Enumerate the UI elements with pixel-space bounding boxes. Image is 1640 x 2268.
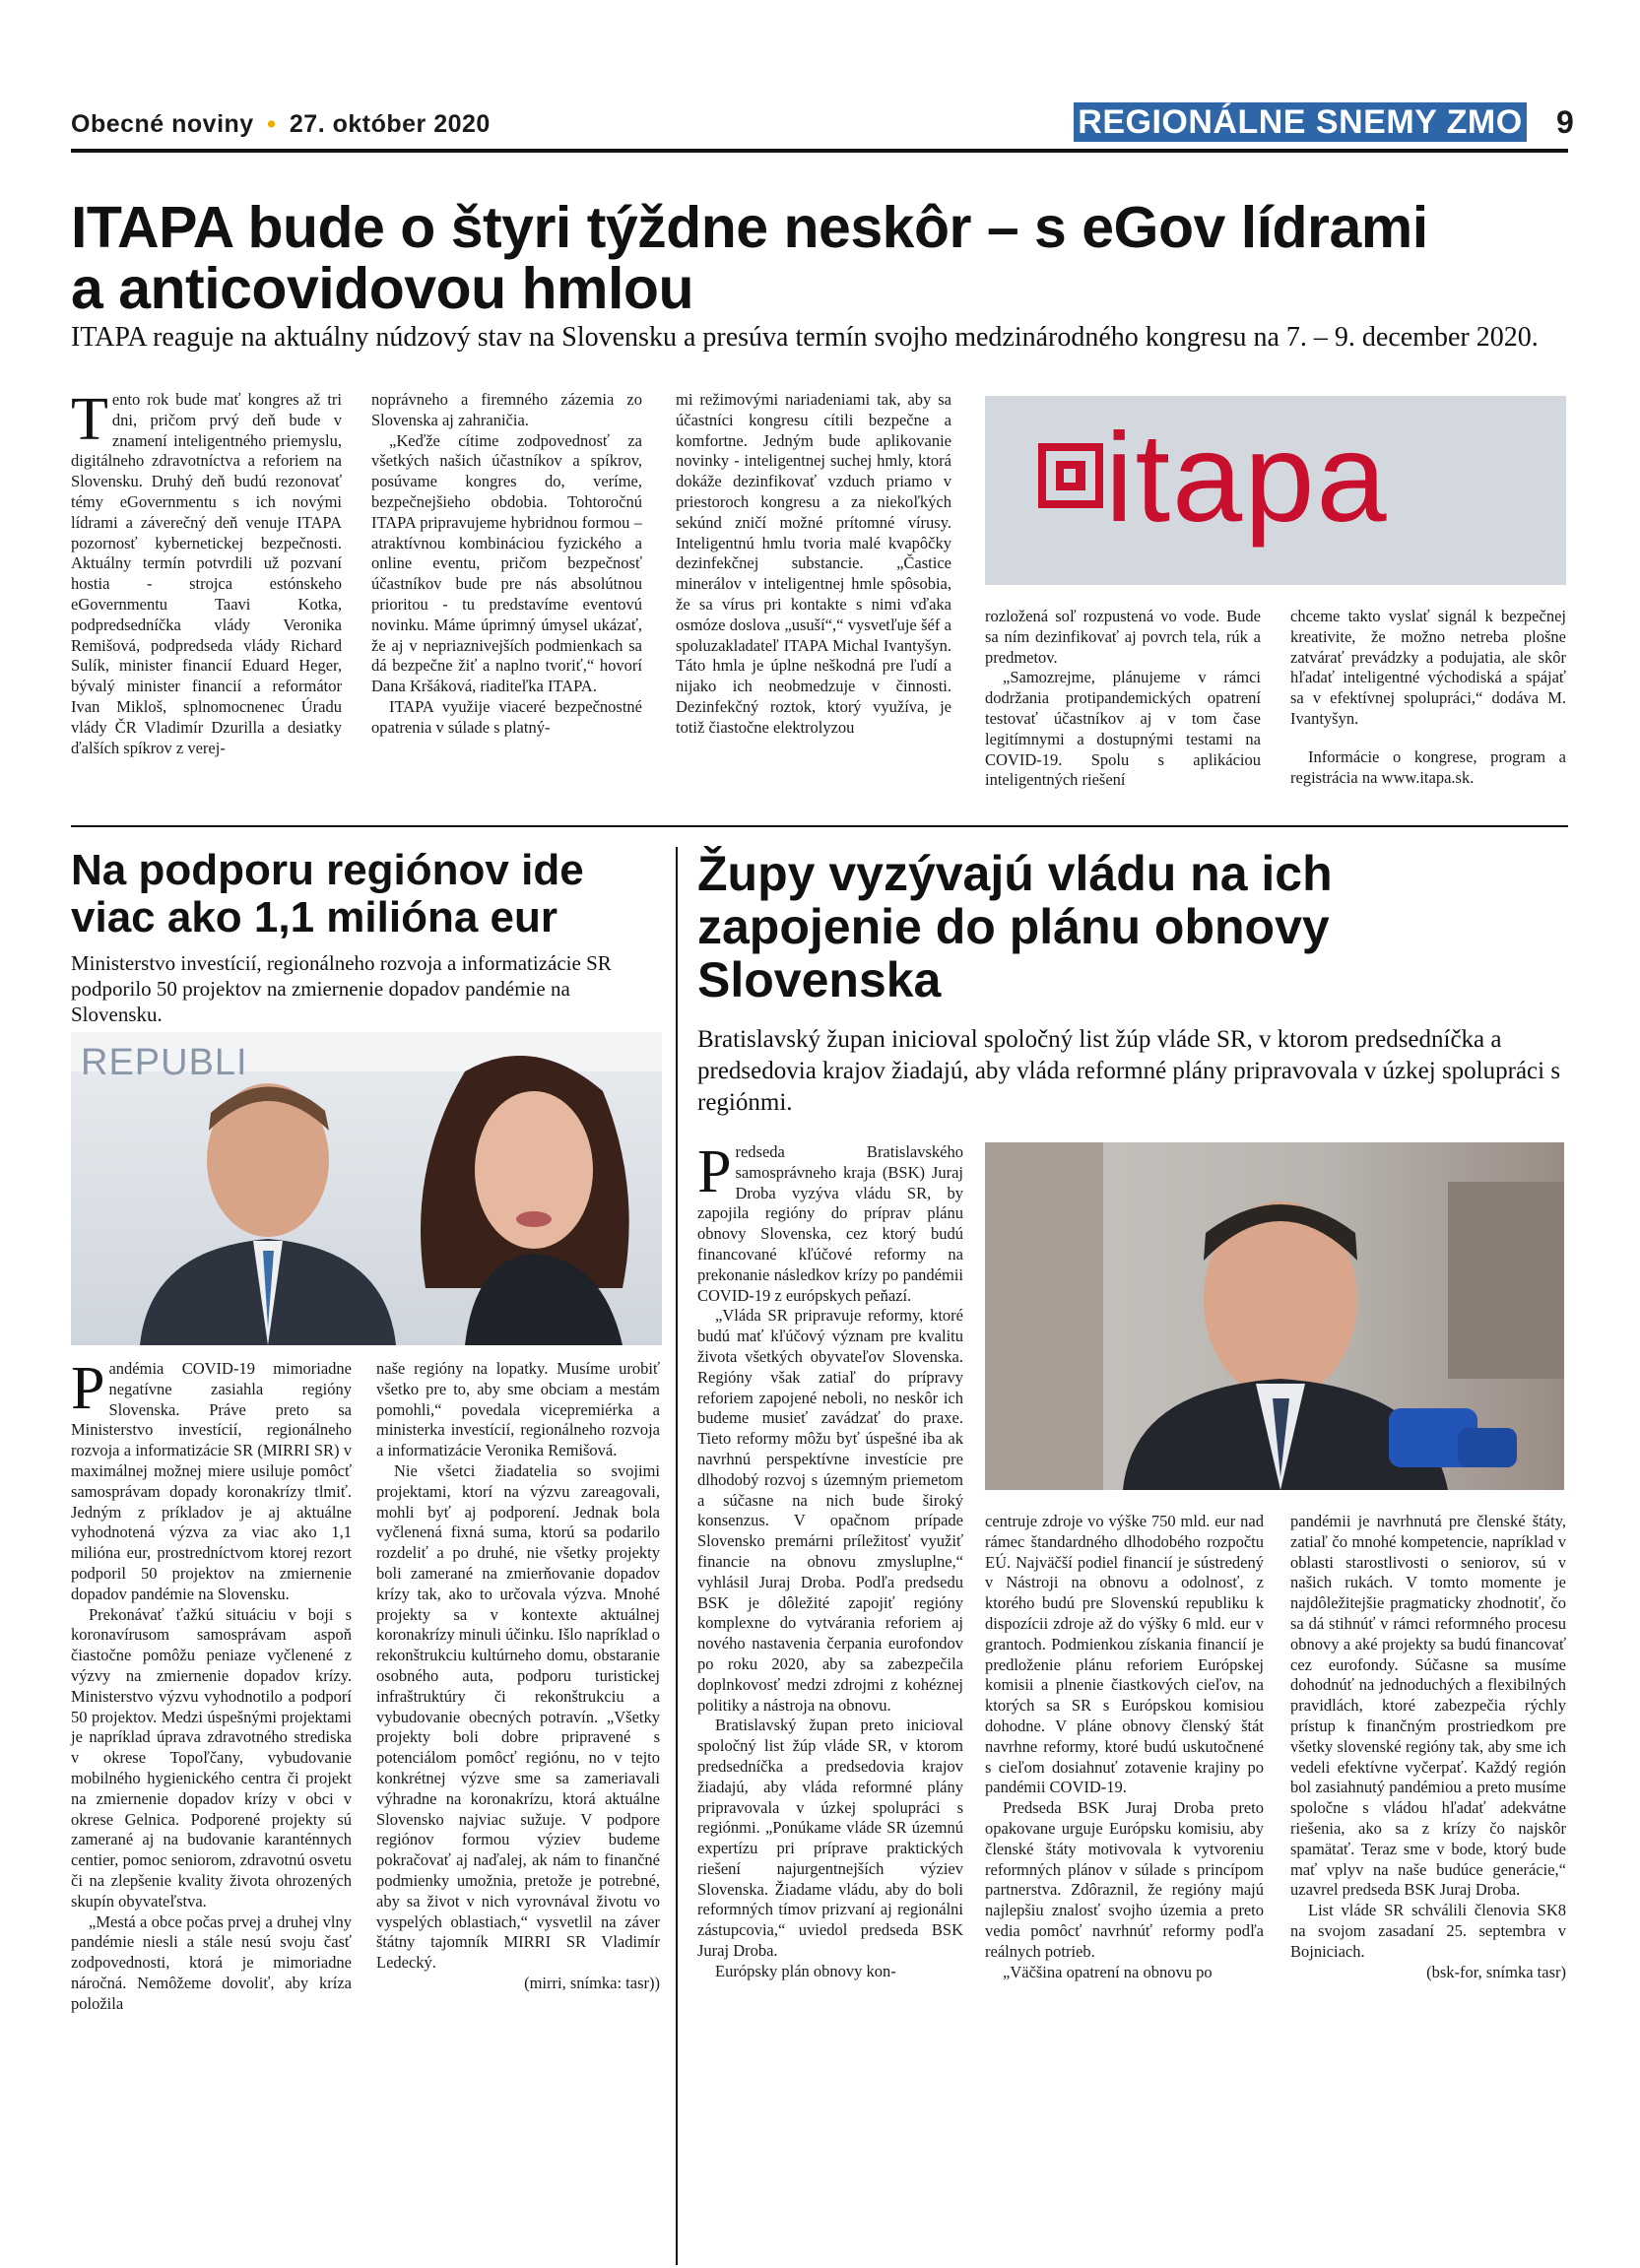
- article1-column-1: Tento rok bude mať kongres až tri dni, pričom prvý deň bude v znamení inteligentného priemyslu, digitálneho zdravotníctva a reforiem na Slovensku. Druhý deň budú rezonovať témy eGovernmentu s ich novými lídrami a záverečný deň venuje ITAPA pozornosť kybernetickej bezpečnosti. Aktuálny termín potvrdili už pozvaní hostia - strojca estónskeho eGovernmentu Taavi Kotka, podpredsedníčka vlády Veronika Remišová, podpredseda vlády Richard Sulík, minister financií Eduard Heger, bývalý minister financií a reformátor Ivan Mikloš, splnomocnenec Úradu vlády ČR Vladimír Dzurilla a desiatky ďalších spíkrov z verej-: [71, 386, 342, 757]
- article1-column-4: rozložená soľ rozpustená vo vode. Bude sa ním dezinfikovať aj povrch tela, rúk a predmetov. „Samozrejme, plánujeme v rámci dodržania protipandemických opatrení testovať účastníkov aj v tom čase legitímnymi a dostupnými testami na COVID-19. Spolu s aplikáciou inteligentných riešení: [985, 607, 1261, 790]
- ministers-photo: [71, 1032, 662, 1345]
- page-number: 9: [1556, 104, 1574, 140]
- article1-column-5: chceme takto vyslať signál k bezpečnej kreativite, že možno netreba plošne zatvárať prevádzky a podujatia, ale skôr hľadať inteligentné východiská a spájať sa v efektívnej spolupráci,“ dodáva M. Ivantyšyn. Informácie o kongrese, program a registrácia na www.itapa.sk.: [1290, 607, 1566, 787]
- article3-lead: Bratislavský župan inicioval spoločný list žúp vláde SR, v ktorom predsedníčka a predsedovia krajov žiadajú, aby vláda reformné plány pripravovala v úzkej spolupráci s regiónmi.: [697, 1026, 1561, 1116]
- dropcap: T: [71, 386, 108, 453]
- photo-credit: (bsk-for, snímka tasr): [1426, 1962, 1566, 1981]
- itapa-logo-photo: [985, 396, 1566, 585]
- article1-column-3: mi režimovými nariadeniami tak, aby sa účastníci kongresu cítili bezpečne a komfortne. Jedným bude aplikovanie novinky - inteligentnej suchej hmly, ktorá dokáže dezinfikovať vzduch priamo v priestoroch kongresu a za niekoľkých sekúnd zničí možné prítomné vírusy. Inteligentnú hmlu tvoria malé kvapôčky dezinfekčnej substancie. „Častice minerálov v inteligentnej hmle spôsobia, že sa vírus pri kontakte s nimi vďaka osmóze doslova „usuší“,“ vysvetľuje šéf a spoluzakladateľ ITAPA Michal Ivantyšyn. Táto hmla je úplne neškodná pre ľudí a nijako ich neobmedzuje v činnosti. Dezinfekčný roztok, ktorý využíva, je totiž čiastočne elektrolyzou: [676, 390, 951, 737]
- logo-wordmark: itapa: [1105, 408, 1389, 549]
- column-divider: [676, 847, 678, 2265]
- photo-credit: (mirri, snímka: tasr)): [524, 1973, 660, 1992]
- governor-photo: [985, 1142, 1564, 1490]
- photo-backdrop-text: REPUBLI: [81, 1042, 248, 1083]
- separator-dot: •: [267, 110, 277, 138]
- article2-column-2: naše regióny na lopatky. Musíme urobiť všetko pre to, aby sme obciam a mestám pomohli,“ povedala vicepremiérka a ministerka investícií, regionálneho rozvoja a informatizácie Veronika Remišová. Nie všetci žiadatelia so svojimi projektami, ktorí na výzvu zareagovali, mohli byť aj podporení. Jednak bola vyčlenená fixná suma, ktorú sa podarilo rozdeliť a po druhé, nie všetky projekty boli zamerané na zmierňovanie dopadov krízy tak, ako to určovala výzva. Mnohé projekty sa v kontexte aktuálnej koronakrízy minuli účinku. Išlo napríklad o rekonštrukciu kultúrneho domu, obstaranie osobného auta, podporu turistickej infraštruktúry či rekonštrukciu a vybudovanie obecných potravín. „Všetky projekty boli dobre pripravené s potenciálom pomôcť regiónu, no v tejto konkrétnej výzve sme sa zameriavali výhradne na koronakrízu, ktorá aktuálne Slovensko najviac sužuje. V podpore regiónov formou výziev budeme pokračovať aj naďalej, ak nám to finančné podmienky umožnia, pretože je potrebné, aby sa život v nich vyrovnával životu vo vyspelých oblastiach,“ vysvetlil na záver štátny tajomník MIRRI SR Vladimír Ledecký. (mirri, snímka: tasr)): [376, 1359, 660, 1992]
- article2-title: Na podporu regiónov ide viac ako 1,1 milióna eur: [71, 846, 584, 941]
- article1-lead: ITAPA reaguje na aktuálny núdzový stav na Slovensku a presúva termín svojho medzinárodného kongresu na 7. – 9. december 2020.: [71, 322, 1539, 353]
- header-rule: [71, 149, 1568, 153]
- article3-column-2: centruje zdroje vo výške 750 mld. eur nad rámec štandardného dlhodobého rozpočtu EÚ. Najväčší podiel financií je sústredený v Nástroji na obnovu a odolnosť, z ktorého budú pre Slovenskú republiku k dispozícii zdroje až do výšky 6 mld. eur v grantoch. Podmienkou získania financií je predloženie plánu reforiem Európskej komisii a plnenie čiastkových cieľov, na ktorých sa SR s Európskou komisiou dohodne. V pláne obnovy členský štát navrhne reformy, ktoré budú uskutočnené s cieľom dosiahnuť zotavenie krajiny po pandémii COVID-19. Predseda BSK Juraj Droba preto opakovane urguje Európsku komisiu, aby členské štáty motivovala k vytvoreniu reformných plánov v súlade s princípom partnerstva. Zdôraznil, že regióny majú najlepšiu znalosť svojho územia a preto vedia pomôcť navrhnúť reformy podľa reálnych potrieb. „Väčšina opatrení na obnovu po: [985, 1512, 1264, 1981]
- article2-lead: Ministerstvo investícií, regionálneho rozvoja a informatizácie SR podporilo 50 projektov na zmiernenie dopadov pandémie na Slovensku.: [71, 951, 612, 1026]
- publication-name: Obecné noviny: [71, 110, 254, 138]
- article1-title: ITAPA bude o štyri týždne neskôr – s eGov lídrami a anticovidovou hmlou: [71, 195, 1428, 321]
- article2-column-1: Pandémia COVID-19 mimoriadne negatívne zasiahla regióny Slovenska. Práve preto sa Ministerstvo investícií, regionálneho rozvoja a informatizácie SR (MIRRI SR) v maximálnej možnej miere usiluje pomôcť samosprávam dopady koronakrízy tlmiť. Jedným z príkladov je aj aktuálne vyhodnotená výzva za viac ako 1,1 milióna eur, prostredníctvom ktorej rezort podporil 50 projektov na zmiernenie dopadov pandémie na Slovensku. Prekonávať ťažkú situáciu v boji s koronavírusom samosprávam aspoň čiastočne pomôžu peniaze vyčlenené z výzvy na zmiernenie dopadov krízy. Ministerstvo výzvu vyhodnotilo a podporí 50 projektov. Medzi úspešnými projektami je napríklad úprava zdravotného strediska v okrese Topoľčany, vybudovanie mobilného hygienického centra či projekt na zmiernenie dopadov krízy v obci v okrese Gelnica. Podporené projekty sú zamerané aj na budovanie karanténnych centier, pomoc seniorom, zdravotnú osvetu či na zlepšenie kvality života ohrozených skupín obyvateľstva. „Mestá a obce počas prvej a druhej vlny pandémie niesli a stále nesú svoju časť zodpovednosti, ktorá je mimoriadne náročná. Nemôžeme dovoliť, aby kríza položila: [71, 1355, 352, 2013]
- governor-photo-image: [985, 1142, 1564, 1490]
- article3-column-3: pandémii je navrhnutá pre členské štáty, zatiaľ čo mnohé kompetencie, napríklad v oblasti starostlivosti o seniorov, sú v našich rukách. V tomto momente je najdôležitejšie pragmaticky zhodnotiť, čo sa dá stihnúť v rámci reformného procesu obnovy a aké projekty sa budú financovať cez eurofondy. Súčasne sa musíme dohodnúť na jednoduchých a flexibilných pravidlách, ktoré zabezpečia rýchly prístup k finančným prostriedkom pre všetky slovenské regióny tak, aby sme ich vedeli efektívne vyčerpať. Každý región bol zasiahnutý pandémiou a preto musíme spoločne s vládou hľadať adekvátne riešenia, ako sa z krízy čo najskôr spamätať. Teraz sme v bode, ktorý bude mať vplyv na naše budúce generácie,“ uzavrel predseda BSK Juraj Droba. List vláde SR schválili členovia SK8 na svojom zasadaní 25. septembra v Bojniciach. (bsk-for, snímka tasr): [1290, 1512, 1566, 1981]
- section-label: REGIONÁLNE SNEMY ZMO: [1074, 102, 1527, 142]
- article3-title: Župy vyzývajú vládu na ich zapojenie do plánu obnovy Slovenska: [697, 846, 1333, 1007]
- article1-column-2: noprávneho a firemného zázemia zo Slovenska aj zahraničia. „Keďže cítime zodpovednosť za všetkých našich účastníkov a spíkrov, posúvame kongres do, veríme, bezpečnejšieho obdobia. Tohtoročnú ITAPA pripravujeme hybridnou formou – atraktívnou kombináciou fyzického a online eventu, pričom bezpečnosť účastníkov bude pre nás absolútnou prioritou - tu predstavíme eventovú novinku. Máme úprimný úmysel ukázať, že aj v nepriaznivejších podmienkach sa dá bezpečne žiť a naplno tvoriť,“ hovorí Dana Kršáková, riaditeľka ITAPA. ITAPA využije viaceré bezpečnostné opatrenia v súlade s platný-: [371, 390, 642, 737]
- divider: [71, 825, 1568, 827]
- dropcap: P: [71, 1355, 105, 1422]
- dropcap: P: [697, 1138, 732, 1205]
- masthead: [71, 110, 491, 139]
- article3-column-1: Predseda Bratislavského samosprávneho kraja (BSK) Juraj Droba vyzýva vládu SR, by zapojila regióny do príprav plánu obnovy Slovenska, cez ktorý budú financované kľúčové reformy na prekonanie následkov krízy po pandémii COVID-19 z európskych peňazí. „Vláda SR pripravuje reformy, ktoré budú mať kľúčový význam pre kvalitu života všetkých obyvateľov Slovenska. Regióny však zatiaľ do prípravy reforiem zapojené neboli, no neskôr ich budeme musieť zavádzať do praxe. Tieto reformy môžu byť úspešné iba ak navrhnú perspektívne investície pre dlhodobý rozvoj s územným priemetom a súčasne na nich bude široký konsenzus. V opačnom prípade Slovensko premárni príležitosť využiť financie na obnovu zmysluplne,“ vyhlásil Juraj Droba. Podľa predsedu BSK je dôležité zapojiť regióny komplexne do vytvárania reforiem aj nového nastavenia čerpania eurofondov po roku 2020, aby sa zabezpečila doplnkovosť medzi zdrojmi z kohéznej politiky a nástroja na obnovu. Bratislavský župan preto inicioval spoločný list žúp vláde SR, v ktorom predsedníčka a predsedovia krajov žiadajú, aby vláda reformné plány pripravovala v úzkej spolupráci s regiónmi. „Ponúkame vláde SR územnú expertízu pri príprave praktických riešení najurgentnejších výziev Slovenska. Žiadame vládu, aby do boli reformných tímov prizvaní aj regionálni zástupcovia,“ uviedol predseda BSK Juraj Droba. Európsky plán obnovy kon-: [697, 1138, 963, 1980]
- issue-date: 27. október 2020: [289, 110, 491, 138]
